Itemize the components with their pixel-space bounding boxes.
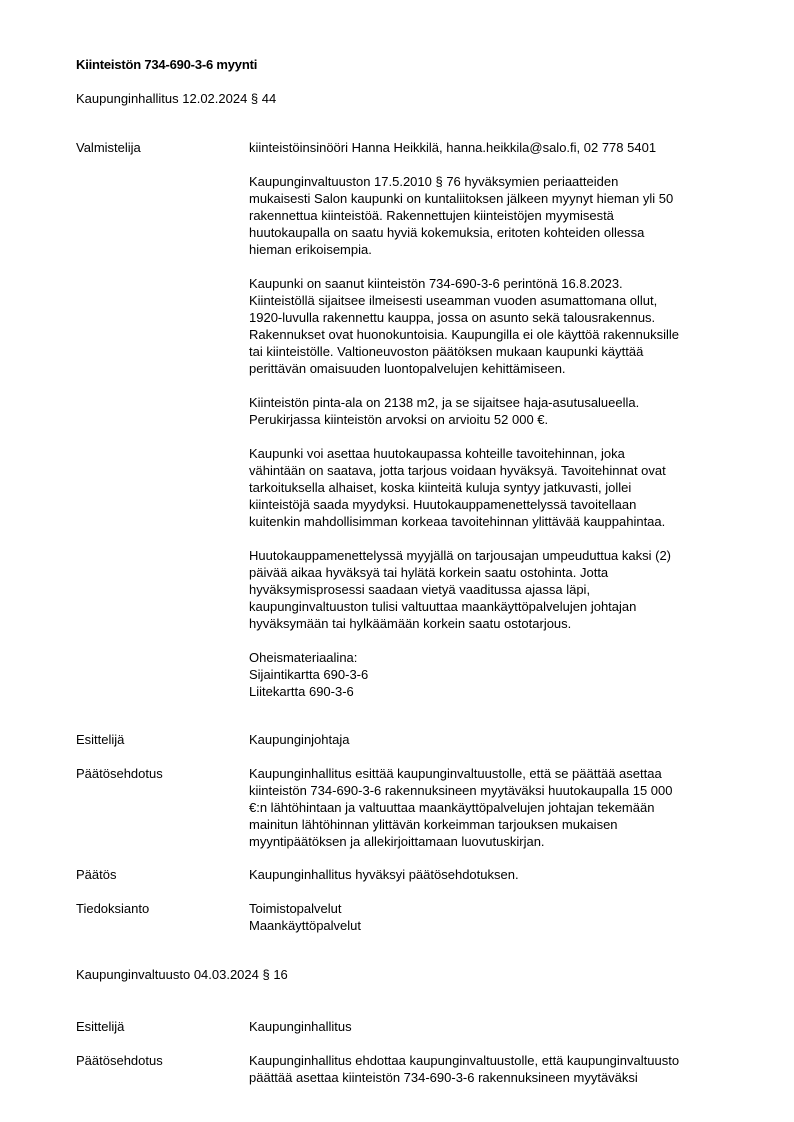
section-label: Päätösehdotus (76, 1053, 163, 1068)
text-line: päivää aikaa hyväksyä tai hylätä korkein saatu ostohinta. Jotta (249, 565, 609, 580)
text-line: Huutokauppamenettelyssä myyjällä on tarjousajan umpeuduttua kaksi (2) (249, 548, 672, 563)
text-line: €:n lähtöhintaan ja valtuuttaa maankäyttöpalvelujen johtajan tekemään (249, 800, 655, 815)
paragraph (249, 394, 737, 428)
paragraph (249, 275, 737, 377)
text-line: Kiinteistön pinta-ala on 2138 m2, ja se sijaitsee haja-asutusalueella. (249, 395, 640, 410)
text-line: perittävän omaisuuden luontopalvelujen kehittämiseen. (249, 361, 566, 376)
attachment-item: Liitekartta 690-3-6 (249, 684, 354, 699)
section-content: Kaupunginhallitus (249, 1019, 352, 1034)
text-line: hyväksymisprosessi saadaan vietyä vaaditussa ajassa läpi, (249, 582, 591, 597)
text-line: hieman erikoisempia. (249, 242, 372, 257)
text-line: Rakennukset ovat huonokuntoisia. Kaupungilla ei ole käyttöä rakennuksille (249, 327, 680, 342)
text-line: Kaupunki voi asettaa huutokaupassa kohteille tavoitehinnan, joka (249, 446, 625, 461)
document-title: Kiinteistön 734-690-3-6 myynti (76, 57, 258, 72)
recipient-item: Toimistopalvelut (249, 901, 342, 916)
contact-line: kiinteistöinsinööri Hanna Heikkilä, hanna.heikkila@salo.fi, 02 778 5401 (249, 140, 657, 155)
section-label: Päätös (76, 867, 117, 882)
section-content: Kaupunginhallitus hyväksyi päätösehdotuksen. (249, 867, 519, 882)
text-line: päättää asettaa kiinteistön 734-690-3-6 rakennuksineen myytäväksi (249, 1070, 638, 1085)
text-line: Perukirjassa kiinteistön arvoksi on arvioitu 52 000 €. (249, 412, 549, 427)
text-line: kaupunginvaltuuston tulisi valtuuttaa maankäyttöpalvelujen johtajan (249, 599, 637, 614)
text-line: Kaupunginhallitus ehdottaa kaupunginvaltuustolle, että kaupunginvaltuusto (249, 1053, 680, 1068)
text-line: mainitun lähtöhinnan ylittävän korkeimman tarjouksen mukaisen (249, 817, 618, 832)
section-label: Valmistelija (76, 140, 141, 155)
text-line: Kaupunki on saanut kiinteistön 734-690-3-6 perintönä 16.8.2023. (249, 276, 623, 291)
text-line: kuitenkin mahdollisimman korkeaa tavoitehinnan ylittävää kauppahintaa. (249, 514, 666, 529)
section-content (249, 900, 737, 934)
section-label: Esittelijä (76, 732, 125, 747)
attachments-heading: Oheismateriaalina: (249, 650, 358, 665)
paragraph (249, 547, 737, 632)
text-line: mukaisesti Salon kaupunki on kuntaliitoksen jälkeen myynyt hieman yli 50 (249, 191, 674, 206)
meeting-heading-kaupunginvaltuusto: Kaupunginvaltuusto 04.03.2024 § 16 (76, 967, 288, 982)
recipient-item: Maankäyttöpalvelut (249, 918, 362, 933)
text-line: kiinteistön 734-690-3-6 rakennuksineen myytäväksi huutokaupalla 15 000 (249, 783, 673, 798)
paragraph (249, 173, 737, 258)
text-line: huutokaupalla on saatu hyviä kokemuksia, eritoten kohteiden ollessa (249, 225, 645, 240)
text-line: hyväksymään tai hylkäämään korkein saatu ostotarjous. (249, 616, 572, 631)
text-line: Kaupunginvaltuuston 17.5.2010 § 76 hyväksymien periaatteiden (249, 174, 619, 189)
section-label: Päätösehdotus (76, 766, 163, 781)
attachments-list (249, 649, 737, 700)
section-content (249, 139, 737, 700)
text-line: rakennettua kiinteistöä. Rakennettujen kiinteistöjen myymisestä (249, 208, 614, 223)
section-content: Kaupunginjohtaja (249, 732, 350, 747)
text-line: Kiinteistöllä sijaitsee ilmeisesti useamman vuoden asumattomana ollut, (249, 293, 658, 308)
meeting-heading-kaupunginhallitus: Kaupunginhallitus 12.02.2024 § 44 (76, 91, 277, 106)
text-line: tai kiinteistölle. Valtioneuvoston päätöksen mukaan kaupunki käyttää (249, 344, 644, 359)
text-line: kiinteistöjä saada myydyksi. Huutokauppamenettelyssä tavoitellaan (249, 497, 637, 512)
attachment-item: Sijaintikartta 690-3-6 (249, 667, 369, 682)
text-line: vähintään on saatava, jotta tarjous voidaan hyväksyä. Tavoitehinnat ovat (249, 463, 666, 478)
section-content (249, 765, 737, 850)
text-line: Kaupunginhallitus esittää kaupunginvaltuustolle, että se päättää asettaa (249, 766, 662, 781)
text-line: tarkoituksella alhaiset, koska kiinteitä kuluja syntyy jatkuvasti, jollei (249, 480, 632, 495)
paragraph (249, 445, 737, 530)
section-content (249, 1052, 737, 1086)
section-label: Tiedoksianto (76, 901, 150, 916)
section-label: Esittelijä (76, 1019, 125, 1034)
text-line: myyntipäätöksen ja allekirjoittamaan luovutuskirjan. (249, 834, 545, 849)
text-line: 1920-luvulla rakennettu kauppa, jossa on asunto sekä talousrakennus. (249, 310, 656, 325)
